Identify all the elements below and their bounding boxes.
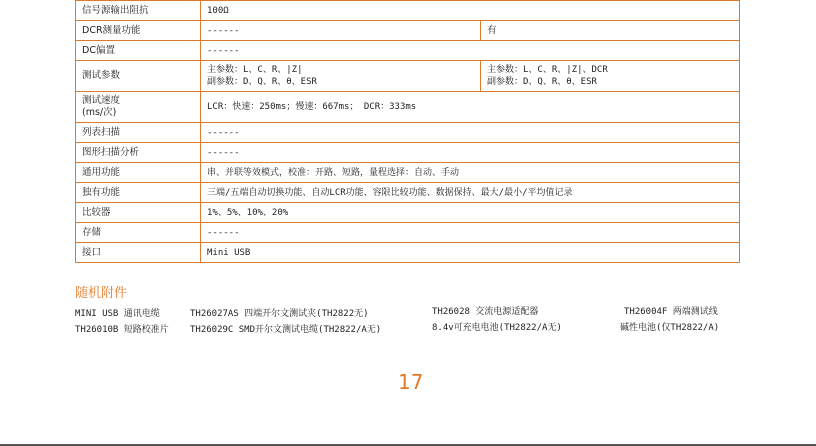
accessory-item: TH26004F 两端测试线 xyxy=(624,307,718,317)
row-name: 信号源输出阻抗 xyxy=(76,1,201,21)
row-value-a: ------ xyxy=(201,21,481,41)
accessory-item: 8.4v可充电电池(TH2822/A无) xyxy=(432,323,562,333)
row-name: 测试参数 xyxy=(76,61,201,92)
row-name: 图形扫描分析 xyxy=(76,143,201,163)
row-value: 串、并联等效模式，校准：开路、短路，量程选择：自动、手动 xyxy=(201,163,740,183)
spec-table xyxy=(75,0,740,263)
accessory-item: 碱性电池(仅TH2822/A) xyxy=(620,323,720,333)
accessory-item: TH26027AS 四端开尔文测试夹(TH2822无) xyxy=(190,309,369,319)
row-value-b xyxy=(481,61,740,92)
row-name: 独有功能 xyxy=(76,183,201,203)
row-value: 100Ω xyxy=(201,1,740,21)
row-source-impedance xyxy=(76,1,740,21)
row-dc-bias xyxy=(76,41,740,61)
row-name: DCR测量功能 xyxy=(76,21,201,41)
main-params-b: 主参数：L、C、R、|Z|、DCR xyxy=(487,65,608,75)
row-value-a xyxy=(201,61,481,92)
row-name-line2: (ms/次) xyxy=(82,107,117,118)
row-unique xyxy=(76,183,740,203)
sub-params-b: 副参数：D、Q、R、θ、ESR xyxy=(487,77,597,87)
accessory-item: TH26028 交流电源适配器 xyxy=(432,307,539,317)
row-name: 通用功能 xyxy=(76,163,201,183)
row-value: ------ xyxy=(201,41,740,61)
row-comparator xyxy=(76,203,740,223)
row-storage xyxy=(76,223,740,243)
row-list-sweep xyxy=(76,123,740,143)
row-name: 列表扫描 xyxy=(76,123,201,143)
accessory-item: TH26029C SMD开尔文测试电缆(TH2822/A无) xyxy=(190,325,382,335)
row-value: ------ xyxy=(201,143,740,163)
sub-params-a: 副参数：D、Q、R、θ、ESR xyxy=(207,77,317,87)
row-value: ------ xyxy=(201,123,740,143)
row-value: 三端/五端自动切换功能、自动LCR功能、容限比较功能、数据保持、最大/最小/平均值记录 xyxy=(201,183,740,203)
main-params-a: 主参数：L、C、R、|Z| xyxy=(207,65,303,75)
row-value: 1%、5%、10%、20% xyxy=(201,203,740,223)
row-name: 存储 xyxy=(76,223,201,243)
row-test-speed xyxy=(76,92,740,123)
row-value: LCR：快速：250ms；慢速：667ms； DCR：333ms xyxy=(201,92,740,123)
row-name xyxy=(76,92,201,123)
row-graph-sweep xyxy=(76,143,740,163)
row-value: Mini USB xyxy=(201,243,740,263)
accessory-item: TH26010B 短路校准片 xyxy=(75,325,169,335)
row-interface xyxy=(76,243,740,263)
row-general xyxy=(76,163,740,183)
row-value-b: 有 xyxy=(481,21,740,41)
row-name: 接口 xyxy=(76,243,201,263)
page-number: 17 xyxy=(398,370,424,394)
row-test-params xyxy=(76,61,740,92)
row-name-line1: 测试速度 xyxy=(82,95,121,106)
accessories-title: 随机附件 xyxy=(75,286,128,301)
row-name: DC偏置 xyxy=(76,41,201,61)
row-value: ------ xyxy=(201,223,740,243)
accessory-item: MINI USB 通讯电缆 xyxy=(75,309,160,319)
row-dcr xyxy=(76,21,740,41)
row-name: 比较器 xyxy=(76,203,201,223)
